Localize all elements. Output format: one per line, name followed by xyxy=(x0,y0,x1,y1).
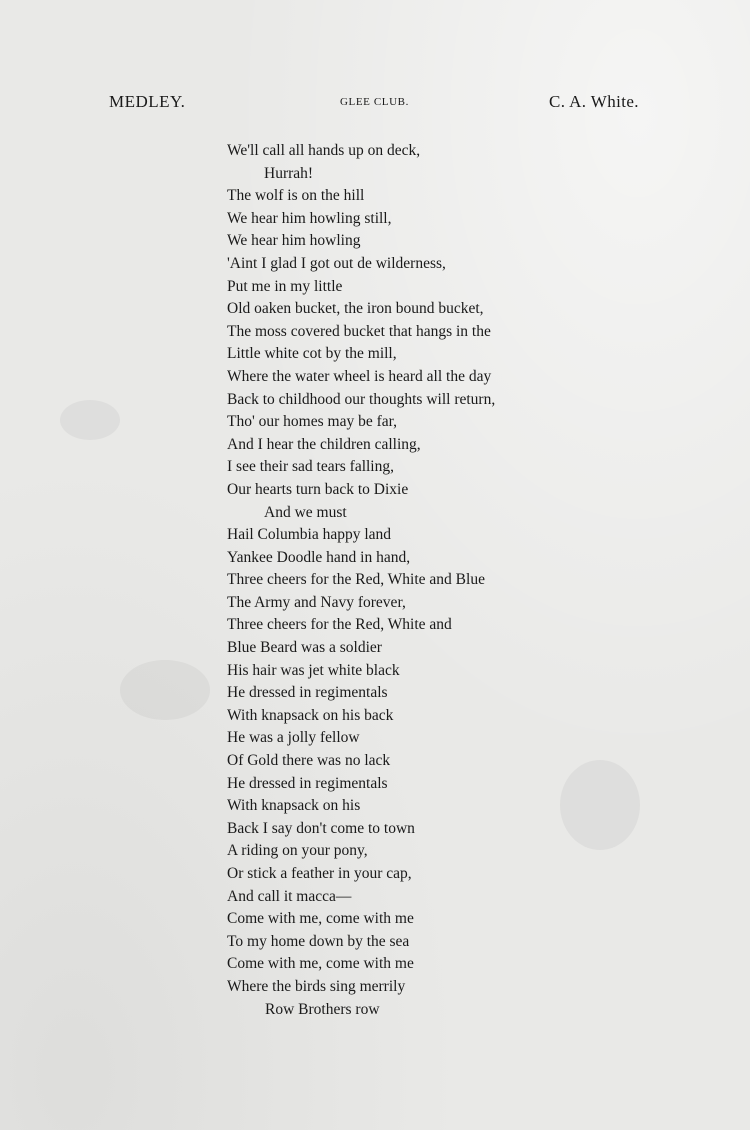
lyric-line: He dressed in regimentals xyxy=(227,684,388,702)
lyric-line: A riding on your pony, xyxy=(227,842,368,860)
lyric-line: Our hearts turn back to Dixie xyxy=(227,480,409,498)
lyric-line: Three cheers for the Red, White and xyxy=(227,616,452,634)
lyric-line: Or stick a feather in your cap, xyxy=(227,865,412,882)
header-author: C. A. White. xyxy=(549,92,639,111)
lyric-line: Where the water wheel is heard all the day xyxy=(227,367,492,385)
paper-smudge xyxy=(120,660,210,720)
lyric-line: Row Brothers row xyxy=(265,1000,380,1018)
lyric-line: Put me in my little xyxy=(227,277,343,295)
lyric-line: And we must xyxy=(264,503,347,521)
paper-smudge xyxy=(60,400,120,440)
lyric-line: To my home down by the sea xyxy=(227,932,410,950)
lyric-line: I see their sad tears falling, xyxy=(227,458,394,476)
lyric-line: Come with me, come with me xyxy=(227,955,414,973)
lyric-line: His hair was jet white black xyxy=(227,661,400,679)
lyric-line: We'll call all hands up on deck, xyxy=(227,142,421,159)
lyric-line: Back to childhood our thoughts will return, xyxy=(227,390,496,408)
lyric-line: We hear him howling xyxy=(227,232,361,250)
lyric-line: The wolf is on the hill xyxy=(227,187,365,205)
lyric-line: Hail Columbia happy land xyxy=(227,526,392,544)
lyric-line: He dressed in regimentals xyxy=(227,774,388,792)
lyric-line: And I hear the children calling, xyxy=(227,435,421,453)
lyric-line: Back I say don't come to town xyxy=(227,819,415,837)
lyric-line: The Army and Navy forever, xyxy=(227,593,406,611)
lyric-line: Hurrah! xyxy=(264,164,314,182)
lyric-line: Yankee Doodle hand in hand, xyxy=(227,548,411,566)
lyric-line: With knapsack on his xyxy=(227,797,361,815)
lyric-line: And call it macca— xyxy=(227,887,352,905)
lyric-line: The moss covered bucket that hangs in the xyxy=(227,322,491,340)
lyric-line: 'Aint I glad I got out de wilderness, xyxy=(227,254,446,272)
lyric-line: Old oaken bucket, the iron bound bucket, xyxy=(227,300,484,318)
lyric-line: With knapsack on his back xyxy=(227,706,394,724)
lyric-line: Where the birds sing merrily xyxy=(227,977,406,995)
header-title: MEDLEY. xyxy=(109,92,186,111)
lyric-line: Little white cot by the mill, xyxy=(227,345,397,363)
page-header xyxy=(0,92,750,116)
header-group: GLEE CLUB. xyxy=(340,96,409,108)
lyric-line: Three cheers for the Red, White and Blue xyxy=(227,571,485,589)
lyric-line: Tho' our homes may be far, xyxy=(227,413,398,431)
lyric-line: Come with me, come with me xyxy=(227,910,414,928)
lyric-line: Of Gold there was no lack xyxy=(227,752,391,770)
lyric-line: We hear him howling still, xyxy=(227,209,392,227)
lyrics-block xyxy=(227,140,667,1021)
lyric-line: Blue Beard was a soldier xyxy=(227,639,382,657)
lyric-line: He was a jolly fellow xyxy=(227,729,360,747)
